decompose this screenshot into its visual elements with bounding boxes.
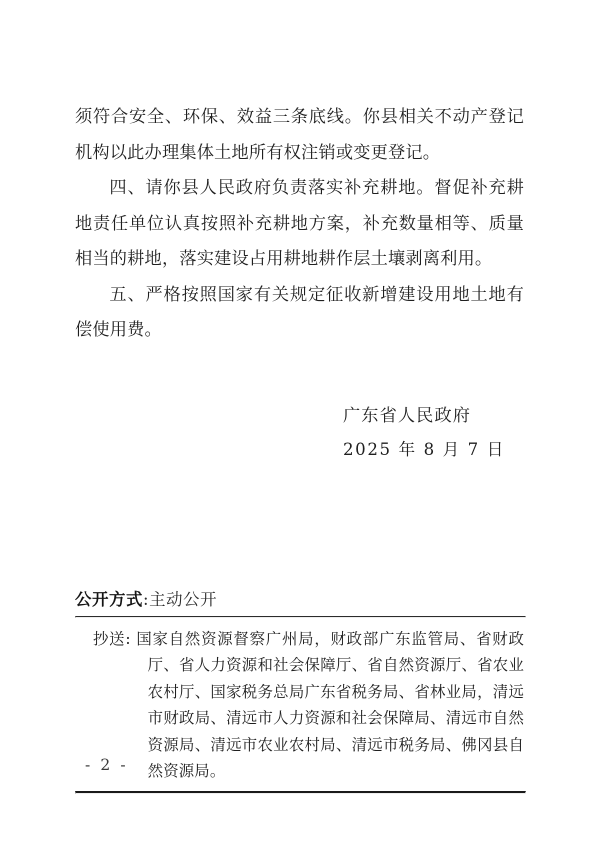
issue-date: 2025 年 8 月 7 日: [343, 440, 505, 459]
signature-block: [343, 400, 523, 466]
paragraph-item-5: 五、严格按照国家有关规定征收新增建设用地土地有偿使用费。: [75, 284, 524, 340]
footer-divider-bottom: [75, 791, 526, 794]
issuing-authority: 广东省人民政府: [343, 406, 472, 426]
paragraph-item-4: 四、请你县人民政府负责落实补充耕地。督促补充耕地责任单位认真按照补充耕地方案，补充数量相等、质量相当的耕地，落实建设占用耕地耕作层土壤剥离利用。: [75, 178, 524, 269]
page-number: - 2 -: [85, 756, 129, 774]
document-footer: [75, 588, 524, 794]
carbon-copy-text: 抄送: 国家自然资源督察广州局，财政部广东监管局、省财政厅、省人力资源和社会保障厅、省自然资源厅、省农业农村厅、国家税务总局广东省税务局、省林业局，清远市财政局、清远市人力资源和社会保障局、清远市自然资源局、清远市农业农村局、清远市税务局、佛冈县自然资源局。: [93, 630, 524, 781]
disclosure-method-line: [75, 588, 524, 612]
paragraph-continued: 须符合安全、环保、效益三条底线。你县相关不动产登记机构以此办理集体土地所有权注销或变更登记。: [75, 107, 524, 163]
carbon-copy-block: [75, 618, 524, 791]
disclosure-method-label: 公开方式: [75, 590, 143, 609]
document-body: [75, 100, 524, 349]
disclosure-method-value: :主动公开: [142, 590, 218, 609]
